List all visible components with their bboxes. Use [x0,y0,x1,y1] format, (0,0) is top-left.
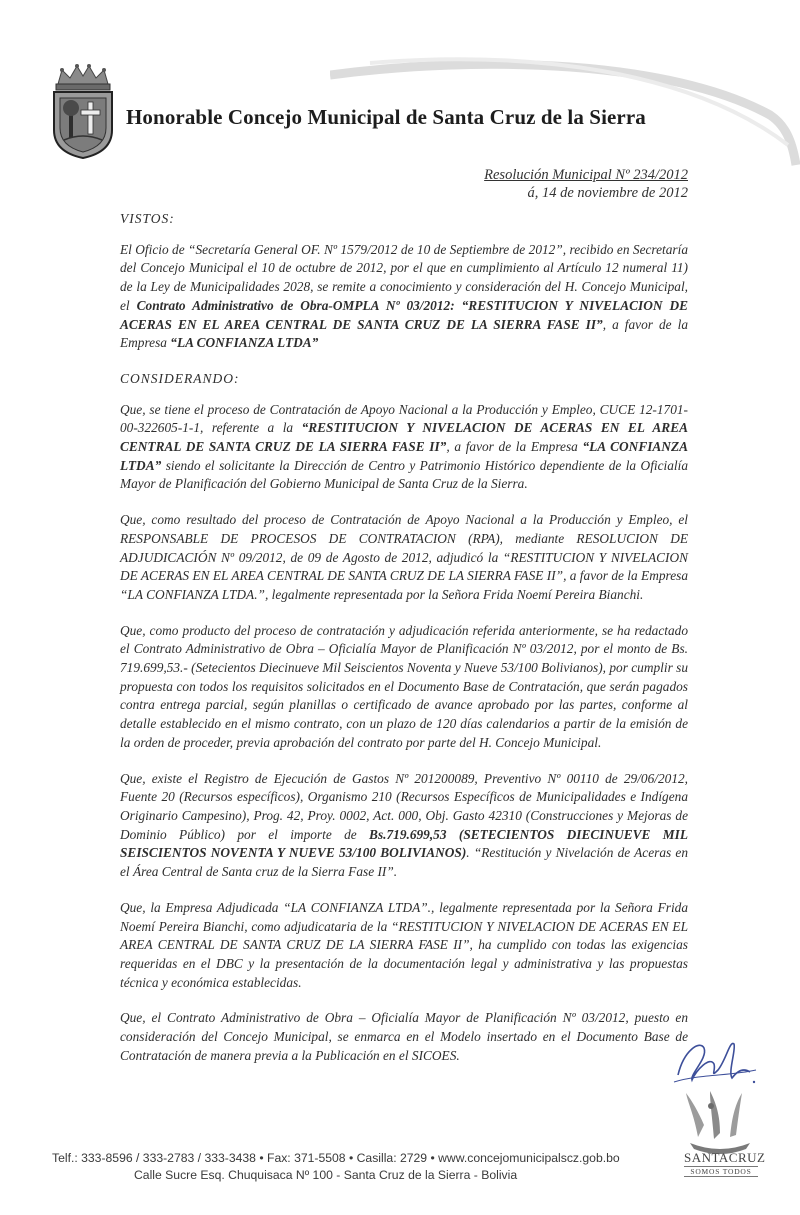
paragraph-text: El Oficio de “Secretaría General OF. Nº 1579/2012 de 10 de Septiembre de 2012”, recibido en Secretaría del Concejo Municipal el 10 de octubre de 2012, por el que en cumplimiento al Artículo 12 numeral 11) de la Ley de Municipalidades 2028, se remite a conocimiento y consideración del H. Concejo Municipal, el [120,241,688,313]
paragraph-text: Que, como producto del proceso de contratación y adjudicación referida anteriormente, se ha redactado el Contrato Administrativo de Obra – Oficialía Mayor de Planificación Nº 03/2012, por el monto de Bs. 719.699,53.- (Setecientos Diecinueve Mil Seiscientos Noventa y Nueve 53/100 Bolivianos), por cumplir su propuesta con todos los requisitos solicitados en el Documento Base de Contratación, que serán pagados contra entrega parcial, según planillas o certificado de avance aprobado por las partes, conforme al detalle establecido en el mismo contrato, con un plazo de 120 días calendarios a partir de la emisión de la orden de proceder, previa aprobación del contrato por parte del H. Concejo Municipal. [120,622,688,750]
paragraph-text: . “Restitución y Nivelación de Aceras en el Área Central de Santa cruz de la Sierra Fase II”. [120,845,688,880]
considerando-paragraph-3 [120,622,688,753]
resolution-date: á, 14 de noviembre de 2012 [527,185,688,201]
paragraph-text: siendo el solicitante la Dirección de Centro y Patrimonio Histórico dependiente de la Oficialía Mayor de Planificación del Gobierno Municipal de Santa Cruz de la Sierra. [120,457,688,492]
logo-tagline: SOMOS TODOS [684,1166,758,1177]
signature-icon [670,1030,760,1090]
emphasized-text: “LA CONFIANZA LTDA” [120,439,688,473]
considerando-paragraph-2 [120,511,688,605]
footer-contact-line: Telf.: 333-8596 / 333-2783 / 333-3438 • Fax: 371-5508 • Casilla: 2729 • www.concejomunicipalscz.gob.bo [52,1151,620,1165]
considerando-paragraph-1 [120,401,688,495]
vistos-paragraph [120,241,688,353]
footer-address-line: Calle Sucre Esq. Chuquisaca Nº 100 - Santa Cruz de la Sierra - Bolivia [134,1168,518,1182]
logo-name: SANTACRUZ [684,1150,766,1165]
paragraph-text: Que, como resultado del proceso de Contratación de Apoyo Nacional a la Producción y Empleo, el RESPONSABLE DE PROCESOS DE CONTRATACION (RPA), mediante RESOLUCION DE ADJUDICACIÓN Nº 09/2012, de 09 de Agosto de 2012, adjudicó la “RESTITUCION Y NIVELACION DE ACERAS EN EL AREA CENTRAL DE SANTA CRUZ DE LA SIERRA FASE II”, a favor de la Empresa “LA CONFIANZA LTDA.”, legalmente representada por la Señora Frida Noemí Pereira Bianchi. [120,512,688,602]
institution-title: Honorable Concejo Municipal de Santa Cruz de la Sierra [126,105,646,129]
considerando-paragraph-5 [120,899,688,993]
document-body [120,210,688,1082]
vistos-heading: VISTOS: [120,211,175,226]
emphasized-text: Bs.719.699,53 (SETECIENTOS DIECINUEVE MIL SEISCIENTOS NOVENTA Y NUEVE 53/100 BOLIVIANOS) [120,826,688,861]
resolution-number: Resolución Municipal Nº 234/2012 [484,167,688,183]
considerando-paragraph-6 [120,1009,688,1065]
considerando-heading: CONSIDERANDO: [120,370,240,386]
paragraph-text: , a favor de la Empresa [120,316,688,351]
santa-cruz-logo-icon [680,1085,766,1195]
resolution-block [484,166,688,202]
considerando-paragraph-4 [120,770,688,882]
paragraph-text: Que, existe el Registro de Ejecución de Gastos Nº 201200089, Preventivo Nº 00110 de 29/06/2012, Fuente 20 (Recursos específicos), Organismo 210 (Recursos Específicos de Municipalidades e Indígena Originario Campesino), Prog. 42, Proy. 0002, Act. 000, Obj. Gasto 42310 (Construcciones y Mejoras de Dominio Público) por el importe de [120,770,688,842]
emphasized-text: Contrato Administrativo de Obra-OMPLA Nº 03/2012: “RESTITUCION Y NIVELACION DE ACERAS EN EL AREA CENTRAL DE SANTA CRUZ DE LA SIERRA FASE II” [120,297,689,332]
paragraph-text: Que, la Empresa Adjudicada “LA CONFIANZA LTDA”., legalmente representada por la Señora Frida Noemí Pereira Bianchi, como adjudicataria de la “RESTITUCION Y NIVELACION DE ACERAS EN EL AREA CENTRAL DE SANTA CRUZ DE LA SIERRA FASE II”, ha cumplido con todas las exigencias requeridas en el DBC y la presentación de la documentación legal y administrativa y las propuestas técnica y económica establecidas. [120,899,688,990]
paragraph-text: Que, se tiene el proceso de Contratación de Apoyo Nacional a la Producción y Empleo, CUCE 12-1701-00-322605-1-1, referente a la [120,401,688,436]
coat-of-arms-icon [50,62,116,160]
emphasized-text: “RESTITUCION Y NIVELACION DE ACERAS EN EL AREA CENTRAL DE SANTA CRUZ DE LA SIERRA FASE II” [120,420,688,455]
footer [52,1150,620,1184]
paragraph-text: Que, el Contrato Administrativo de Obra – Oficialía Mayor de Planificación Nº 03/2012, puesto en consideración del Concejo Municipal, se enmarca en el Modelo insertado en el Documento Base de Contratación de manera previa a la Publicación en el SICOES. [120,1010,688,1063]
paragraph-text: , a favor de la Empresa [446,439,583,455]
emphasized-text: “LA CONFIANZA LTDA” [170,335,319,351]
